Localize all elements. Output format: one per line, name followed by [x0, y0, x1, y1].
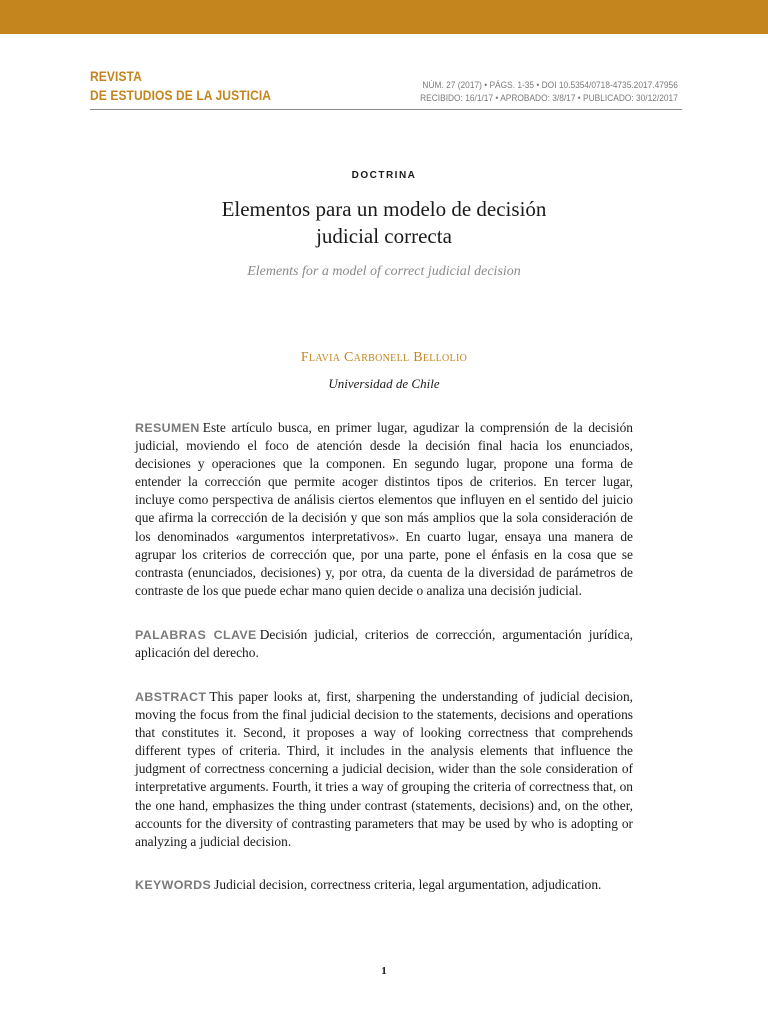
abstract-label: ABSTRACT	[135, 690, 207, 704]
author-name	[134, 350, 634, 366]
page-number: 1	[381, 965, 387, 977]
top-color-bar	[0, 0, 768, 34]
journal-meta-dates: RECIBIDO: 16/1/17 • APROBADO: 3/8/17 • PUBLICADO: 30/12/2017	[420, 92, 678, 104]
article-title-line1: Elementos para un modelo de decisión	[221, 197, 547, 221]
resumen-label: RESUMEN	[135, 421, 200, 435]
article-title-line2: judicial correcta	[316, 224, 452, 248]
author-name-text: Flavia Carbonell Bellolio	[300, 350, 468, 365]
article-subtitle: Elements for a model of correct judicial decision	[247, 264, 521, 279]
author-affiliation: Universidad de Chile	[328, 376, 440, 391]
palabras-clave-label: PALABRAS CLAVE	[135, 628, 257, 642]
keywords-label: KEYWORDS	[135, 878, 212, 892]
journal-name-line2: DE ESTUDIOS DE LA JUSTICIA	[90, 87, 272, 103]
resumen-text: Este artículo busca, en primer lugar, agudizar la comprensión de la decisión judicial, moviendo el foco de atención desde la decisión final hacia los enunciados, decisiones y operaciones que la componen. En segundo lugar, propone una forma de entender la corrección que permite acoger distintos tipos de criterios. En tercer lugar, incluye como perspectiva de análisis ciertos elementos que influyen en el sentido del juicio que afirma la corrección de la decisión y que son más amplios que la sola consideración de los denominados «argumentos interpretativos». En cuarto lugar, ensaya una manera de agrupar los criterios de corrección que, por una parte, pone el énfasis en la cosa que se contrasta (enunciados, decisiones) y, por otra, da cuenta de la diversidad de parámetros de contraste de los que puede echar mano quien decide o analiza una decisión judicial.	[135, 420, 633, 598]
journal-meta-issue: NÚM. 27 (2017) • PÁGS. 1-35 • DOI 10.5354/0718-4735.2017.47956	[422, 80, 678, 91]
palabras-clave-text: Decisión judicial, criterios de corrección, argumentación jurídica, aplicación del derecho.	[135, 627, 633, 661]
resumen-section	[135, 419, 633, 600]
journal-name-line1: REVISTA	[90, 68, 142, 84]
journal-metadata	[420, 80, 678, 105]
article-title	[134, 196, 634, 250]
section-label: DOCTRINA	[351, 170, 417, 181]
keywords-text: Judicial decision, correctness criteria, legal argumentation, adjudication.	[214, 877, 602, 892]
keywords-section	[135, 876, 633, 894]
abstract-text: This paper looks at, first, sharpening the understanding of judicial decision, moving the focus from the final judicial decision to the statements, decisions and operations that constitutes it. Second, it proposes a way of looking correctness that comprehends different types of criteria. Third, it includes in the analysis elements that influence the judgment of correctness concerning a judicial decision, wider than the sole consideration of interpretative arguments. Fourth, it tries a way of grouping the criteria of correctness that, on the one hand, emphasizes the thing under contrast (statements, decisions) and, on the other, accounts for the diversity of contrasting parameters that may be used by who is adopting or analyzing a judicial decision.	[135, 689, 633, 849]
journal-name	[90, 67, 271, 105]
abstract-section	[135, 688, 633, 851]
palabras-clave-section	[135, 626, 633, 662]
header-divider	[90, 109, 682, 110]
